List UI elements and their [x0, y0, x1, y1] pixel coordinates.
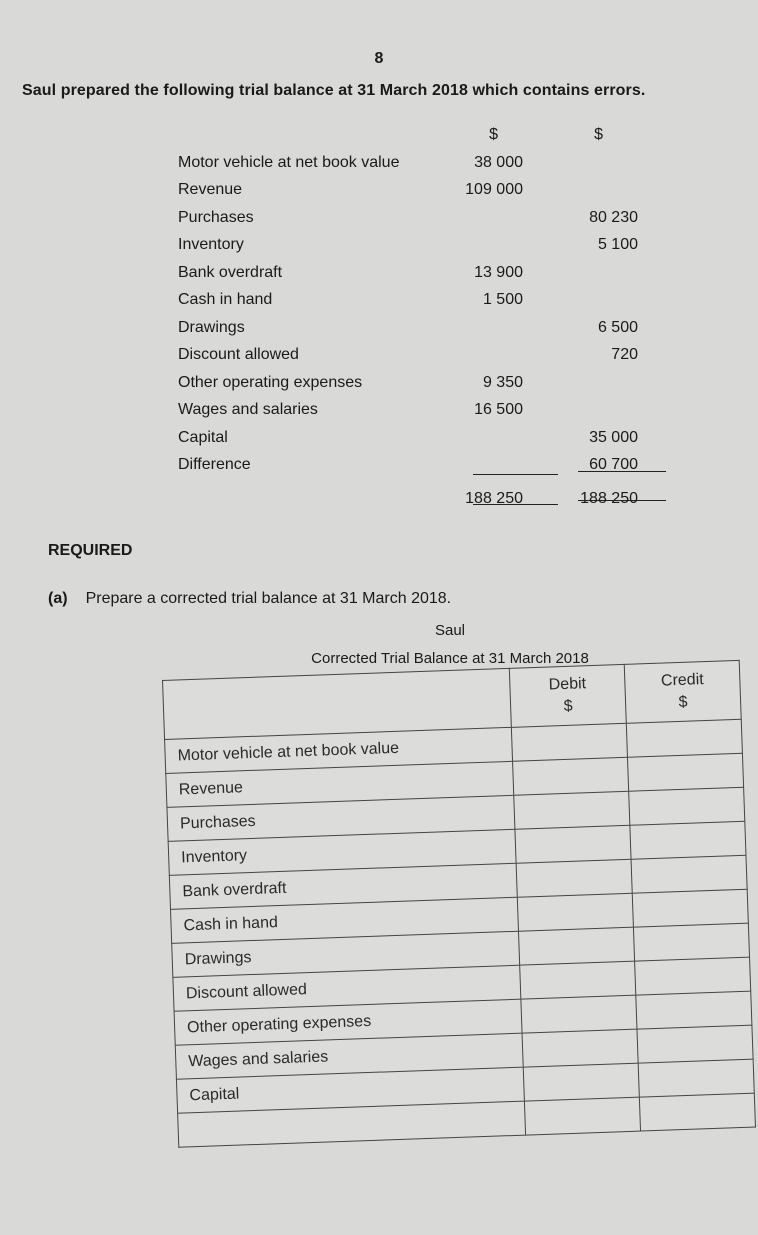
trial-balance-row	[178, 374, 668, 402]
answer-account-label: Other operating expenses	[174, 999, 522, 1045]
debit-answer-cell[interactable]	[518, 927, 634, 965]
trial-balance-row	[178, 429, 668, 457]
debit-answer-cell[interactable]	[524, 1097, 640, 1135]
required-heading: REQUIRED	[48, 542, 133, 559]
debit-amount: 1 500	[482, 291, 523, 308]
credit-total-bottom-rule	[578, 500, 666, 501]
debit-amount: 16 500	[474, 401, 523, 418]
question-label: (a)	[48, 590, 68, 607]
credit-amount: 6 500	[597, 318, 638, 336]
debit-total: 188 250	[465, 489, 523, 507]
answer-account-label: Inventory	[168, 829, 516, 875]
trial-balance-row	[178, 456, 668, 484]
credit-answer-cell[interactable]	[632, 889, 748, 927]
debit-answer-cell[interactable]	[517, 893, 633, 931]
column-headers	[178, 126, 668, 154]
trial-balance-row	[178, 264, 668, 292]
credit-answer-cell[interactable]	[627, 753, 743, 791]
corrected-trial-balance-table	[162, 660, 756, 1148]
debit-total-bottom-rule	[473, 504, 558, 505]
trial-balance-row	[178, 291, 668, 319]
answer-account-label: Purchases	[167, 795, 515, 841]
answer-account-label: Bank overdraft	[169, 863, 517, 909]
trial-balance-row	[178, 154, 668, 182]
debit-answer-cell[interactable]	[511, 723, 627, 761]
credit-answer-cell[interactable]	[629, 787, 745, 825]
answer-account-label: Capital	[176, 1067, 524, 1113]
account-label: Revenue	[178, 181, 243, 198]
debit-amount: 38 000	[474, 153, 523, 171]
page-number: 8	[374, 50, 384, 67]
question-intro: Saul prepared the following trial balance at 31 March 2018 which contains errors.	[22, 82, 646, 99]
account-label: Capital	[178, 428, 228, 446]
account-label: Bank overdraft	[178, 263, 283, 281]
credit-answer-cell[interactable]	[639, 1093, 755, 1131]
account-label: Drawings	[178, 318, 245, 336]
debit-amount: 109 000	[465, 181, 523, 198]
account-label: Other operating expenses	[178, 373, 363, 391]
account-label: Wages and salaries	[178, 401, 318, 418]
answer-account-label: Wages and salaries	[175, 1033, 523, 1079]
credit-answer-cell[interactable]	[631, 855, 747, 893]
account-label: Discount allowed	[178, 346, 299, 363]
credit-total: 188 250	[580, 489, 638, 507]
credit-answer-cell[interactable]	[635, 957, 751, 995]
answer-account-label: Cash in hand	[171, 897, 519, 943]
credit-answer-cell[interactable]	[626, 719, 742, 757]
credit-amount: 60 700	[589, 456, 638, 473]
trial-balance-row	[178, 346, 668, 374]
debit-currency-header: $	[489, 126, 498, 143]
debit-answer-cell[interactable]	[520, 961, 636, 999]
question-a	[48, 590, 451, 608]
account-label: Motor vehicle at net book value	[178, 153, 400, 171]
credit-answer-cell[interactable]	[630, 821, 746, 859]
credit-answer-cell[interactable]	[637, 1025, 753, 1063]
debit-answer-cell[interactable]	[522, 1029, 638, 1067]
debit-answer-cell[interactable]	[515, 825, 631, 863]
credit-amount: 720	[611, 346, 638, 363]
debit-answer-cell[interactable]	[521, 995, 637, 1033]
account-label: Purchases	[178, 208, 254, 226]
totals-row	[178, 490, 668, 518]
debit-answer-cell[interactable]	[516, 859, 632, 897]
trial-balance-row	[178, 319, 668, 347]
trial-balance-row	[178, 236, 668, 264]
question-text: Prepare a corrected trial balance at 31 March 2018.	[85, 590, 452, 607]
credit-answer-cell[interactable]	[638, 1059, 754, 1097]
trial-balance-row	[178, 181, 668, 209]
credit-currency-header: $	[594, 126, 603, 143]
trial-balance	[178, 126, 668, 517]
debit-answer-cell[interactable]	[523, 1063, 639, 1101]
answer-name: Saul	[434, 622, 466, 639]
credit-answer-cell[interactable]	[633, 923, 749, 961]
credit-amount: 35 000	[589, 428, 638, 446]
credit-header: Credit $	[624, 660, 741, 723]
debit-header: Debit $	[509, 664, 626, 727]
trial-balance-row	[178, 209, 668, 237]
account-label: Cash in hand	[178, 291, 273, 308]
account-label: Inventory	[178, 236, 244, 253]
answer-account-label: Motor vehicle at net book value	[165, 727, 513, 773]
credit-total-top-rule	[578, 471, 666, 472]
answer-account-label: Discount allowed	[173, 965, 521, 1011]
credit-amount: 80 230	[589, 208, 638, 226]
credit-answer-cell[interactable]	[636, 991, 752, 1029]
answer-title: Corrected Trial Balance at 31 March 2018	[311, 650, 589, 667]
answer-account-label: Revenue	[166, 761, 514, 807]
debit-answer-cell[interactable]	[513, 757, 629, 795]
debit-answer-cell[interactable]	[514, 791, 630, 829]
account-label: Difference	[178, 456, 251, 473]
debit-amount: 9 350	[482, 373, 523, 391]
trial-balance-row	[178, 401, 668, 429]
debit-total-top-rule	[473, 474, 558, 475]
debit-amount: 13 900	[474, 263, 523, 281]
credit-amount: 5 100	[597, 236, 638, 253]
answer-account-label: Drawings	[172, 931, 520, 977]
